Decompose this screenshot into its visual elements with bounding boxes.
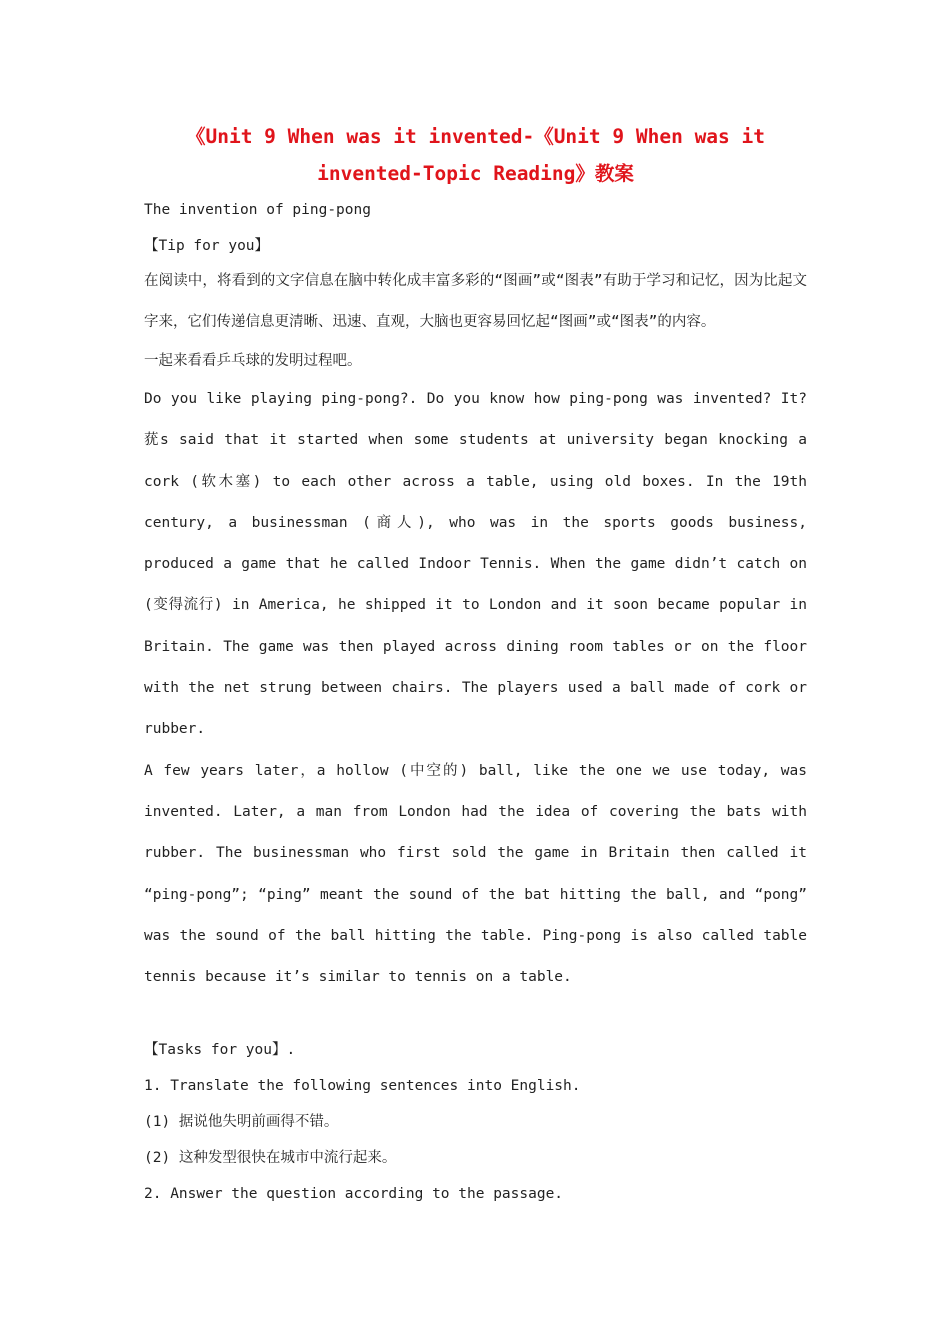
passage-paragraph-1: Do you like playing ping-pong?. Do you know how ping-pong was invented? It?莸s said that it started when some students at university began knocking a cork (软木塞) to each other across a table, using old boxes. In the 19th century, a businessman (商人), who was in the sports goods business, produced a game that he called Indoor Tennis. When the game didn’t catch on (变得流行) in America, he shipped it to London and it soon became popular in Britain. The game was then played across dining room tables or on the floor with the net strung between chairs. The players used a ball made of cork or rubber. (144, 391, 807, 738)
task-1-item-1: (1) 据说他失明前画得不错。 (144, 1114, 339, 1131)
tip-text: 在阅读中，将看到的文字信息在脑中转化成丰富多彩的“图画”或“图表”有助于学习和记忆，因为比起文字来，它们传递信息更清晰、迅速、直观，大脑也更容易回忆起“图画”或“图表”的内容。 (144, 273, 807, 330)
passage-paragraph-2: A few years later，a hollow (中空的) ball, like the one we use today, was invented. Later, a man from London had the idea of covering the bats with rubber. The businessman who first sold the game in Britain then called it “ping-pong”; “ping” meant the sound of the bat hitting the ball, and “pong” was the sound of the ball hitting the table. Ping-pong is also called table tennis because it’s similar to tennis on a table. (144, 762, 807, 986)
tasks-heading: 【Tasks for you】. (144, 1042, 296, 1059)
section-spacer (144, 998, 807, 1032)
intro-text: 一起来看看乒乓球的发明过程吧。 (144, 353, 362, 369)
tip-heading: 【Tip for you】 (144, 238, 270, 254)
document-page (144, 118, 807, 1212)
title-line-1: 《Unit 9 When was it invented-《Unit 9 When was it (185, 125, 766, 148)
task-2: 2. Answer the question according to the passage. (144, 1186, 564, 1203)
document-title (144, 118, 807, 192)
title-line-2: invented-Topic Reading》教案 (317, 162, 634, 185)
task-1: 1. Translate the following sentences into English. (144, 1078, 581, 1095)
task-1-item-2: (2) 这种发型很快在城市中流行起来。 (144, 1150, 397, 1167)
passage-heading: The invention of ping-pong (144, 202, 371, 218)
